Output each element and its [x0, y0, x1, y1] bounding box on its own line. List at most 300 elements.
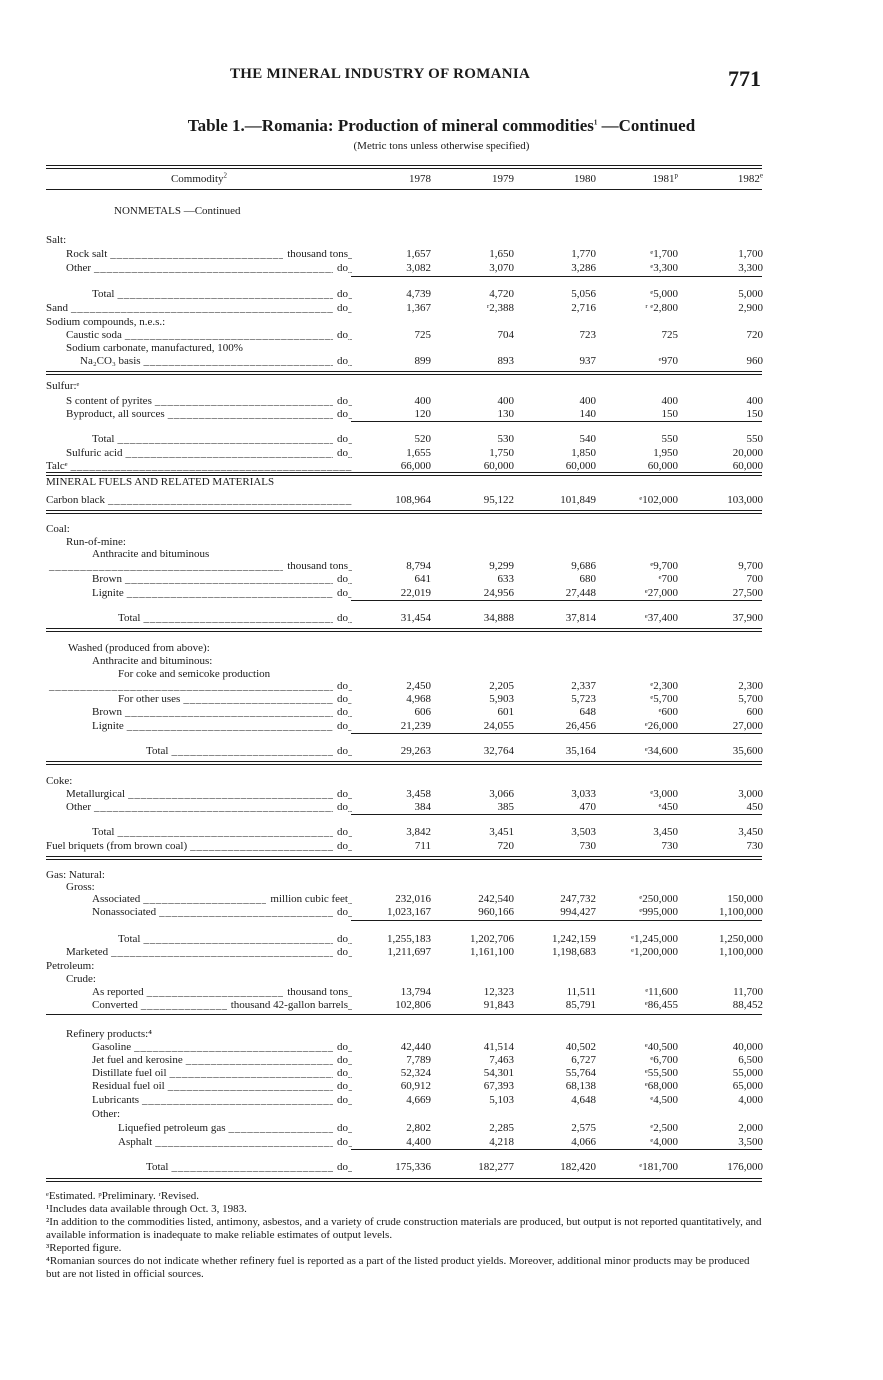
value-cell-1982: 176,000	[727, 1161, 763, 1173]
commodity-label: Anthracite and bituminous:	[92, 655, 213, 667]
value-cell-1978: 641	[414, 573, 431, 585]
table-row	[0, 693, 883, 706]
unit-label: do	[333, 329, 348, 342]
table-title	[0, 116, 883, 136]
value-cell-1982: 150,000	[727, 893, 763, 905]
value-cell-1980: 26,456	[565, 720, 596, 732]
header-top-rule-2	[46, 168, 762, 169]
value-cell-1981: ᵉ970	[658, 355, 678, 367]
unit-label: thousand tons	[283, 248, 348, 261]
commodity-label: Other _ _ _	[46, 262, 352, 275]
value-cell-1980: 60,000	[565, 460, 596, 472]
value-cell-1978: 711	[414, 840, 431, 852]
value-cell-1978: 520	[414, 433, 431, 445]
unit-label: million cubic feet	[266, 893, 348, 906]
column-header-1980	[516, 173, 596, 185]
table-row	[0, 433, 883, 446]
value-cell-1982: 11,700	[733, 986, 763, 998]
unit-label: do	[333, 612, 348, 625]
value-cell-1978: 21,239	[400, 720, 431, 732]
value-cell-1978: 1,255,183	[387, 933, 431, 945]
value-cell-1982: 88,452	[732, 999, 763, 1011]
commodity-label: Na₂CO₃ basis _ _ _	[46, 355, 352, 368]
unit-label: do	[333, 1161, 348, 1174]
value-cell-1982: 27,000	[732, 720, 763, 732]
value-cell-1980: 247,732	[560, 893, 596, 905]
value-cell-1979: 5,103	[489, 1094, 514, 1106]
table-row	[0, 560, 883, 573]
value-cell-1979: 601	[497, 706, 514, 718]
section-heading	[0, 475, 883, 489]
double-rule	[46, 631, 762, 632]
value-cell-1980: 4,648	[571, 1094, 596, 1106]
table-row	[0, 745, 883, 758]
unit-label: thousand tons	[283, 560, 348, 573]
value-cell-1981: ᵉ55,500	[644, 1067, 678, 1079]
value-cell-1978: 66,000	[400, 460, 431, 472]
value-cell-1980: 1,850	[571, 447, 596, 459]
unit-label: do	[333, 788, 348, 801]
value-cell-1981: ᵉ600	[658, 706, 678, 718]
unit-label: do	[333, 906, 348, 919]
year-sup: p	[674, 171, 678, 180]
total-rule	[351, 733, 762, 734]
commodity-label: Lignite _ _ _	[46, 587, 352, 600]
table-row	[0, 302, 883, 315]
value-cell-1981: ᵉ40,500	[644, 1041, 678, 1053]
commodity-label: Refinery products:⁴	[66, 1028, 153, 1040]
table-row	[0, 933, 883, 946]
value-cell-1981: 150	[661, 408, 678, 420]
value-cell-1982: 2,300	[738, 680, 763, 692]
value-cell-1981: ᵉ86,455	[644, 999, 678, 1011]
commodity-label: Brown _ _ _	[46, 706, 352, 719]
value-cell-1980: 1,770	[571, 248, 596, 260]
column-header-1981	[598, 173, 678, 185]
value-cell-1982: 55,000	[732, 1067, 763, 1079]
total-rule	[351, 600, 762, 601]
value-cell-1982: 730	[746, 840, 763, 852]
value-cell-1978: 2,450	[406, 680, 431, 692]
value-cell-1980: 937	[579, 355, 596, 367]
double-rule	[46, 764, 762, 765]
section-heading	[0, 204, 883, 218]
value-cell-1978: 13,794	[400, 986, 431, 998]
table-row	[0, 986, 883, 999]
value-cell-1978: 2,802	[406, 1122, 431, 1134]
value-cell-1978: 232,016	[395, 893, 431, 905]
value-cell-1980: 35,164	[565, 745, 596, 757]
value-cell-1978: 4,739	[406, 288, 431, 300]
value-cell-1980: 680	[579, 573, 596, 585]
value-cell-1980: 27,448	[565, 587, 596, 599]
unit-label: do	[333, 433, 348, 446]
value-cell-1978: 4,669	[406, 1094, 431, 1106]
value-cell-1981: ᵉ9,700	[650, 560, 678, 572]
unit-label: do	[333, 933, 348, 946]
total-rule	[351, 421, 762, 422]
value-cell-1981: ᵉ37,400	[644, 612, 678, 624]
value-cell-1978: 4,400	[406, 1136, 431, 1148]
value-cell-1981: ᵉ5,700	[650, 693, 678, 705]
commodity-label: Other:	[92, 1108, 121, 1120]
value-cell-1982: 3,450	[738, 826, 763, 838]
table-row	[0, 447, 883, 460]
value-cell-1981: ᵉ26,000	[644, 720, 678, 732]
value-cell-1979: 4,720	[489, 288, 514, 300]
year-label: 1978	[409, 173, 431, 185]
value-cell-1978: 42,440	[400, 1041, 431, 1053]
year-label: 1982	[737, 173, 760, 185]
value-cell-1981: ᵉ27,000	[644, 587, 678, 599]
value-cell-1979: 530	[497, 433, 514, 445]
value-cell-1979: 2,205	[489, 680, 514, 692]
value-cell-1981: ᵉ3,300	[650, 262, 678, 274]
value-cell-1979: 24,956	[483, 587, 514, 599]
unit-label: thousand tons	[283, 986, 348, 999]
value-cell-1980: 648	[579, 706, 596, 718]
value-cell-1978: 60,912	[400, 1080, 431, 1092]
commodity-label: Caustic soda _ _ _	[46, 329, 352, 342]
commodity-label: Run-of-mine:	[66, 536, 126, 548]
value-cell-1982: 960	[746, 355, 763, 367]
footnotes	[46, 1190, 766, 1281]
value-cell-1979: 1,650	[489, 248, 514, 260]
value-cell-1980: 540	[579, 433, 596, 445]
value-cell-1978: 8,794	[406, 560, 431, 572]
value-cell-1981: ᵉ11,600	[645, 986, 678, 998]
commodity-label: For coke and semicoke production	[118, 668, 271, 680]
value-cell-1982: 1,100,000	[719, 906, 763, 918]
value-cell-1978: 1,367	[406, 302, 431, 314]
value-cell-1982: 65,000	[732, 1080, 763, 1092]
value-cell-1981: ᵉ2,300	[650, 680, 678, 692]
value-cell-1978: 384	[414, 801, 431, 813]
value-cell-1982: 3,000	[738, 788, 763, 800]
commodity-label: Petroleum:	[46, 960, 95, 972]
column-header-1982	[683, 173, 763, 185]
value-cell-1979: 12,323	[483, 986, 514, 998]
value-cell-1981: ᵉ4,000	[650, 1136, 678, 1148]
value-cell-1980: 37,814	[565, 612, 596, 624]
unit-label: do	[333, 408, 348, 421]
footnote-symbols: ᵉEstimated. ᵖPreliminary. ʳRevised.	[46, 1190, 200, 1202]
value-cell-1982: 6,500	[738, 1054, 763, 1066]
commodity-label: Associated _ _ _	[46, 893, 352, 906]
commodity-label: Talcᵉ _ _ _	[46, 460, 352, 473]
value-cell-1978: 175,336	[395, 1161, 431, 1173]
value-cell-1980: 9,686	[571, 560, 596, 572]
value-cell-1981: 1,950	[653, 447, 678, 459]
value-cell-1979: 182,277	[478, 1161, 514, 1173]
value-cell-1981: ᵉ68,000	[644, 1080, 678, 1092]
double-rule	[46, 1178, 762, 1179]
value-cell-1982: 37,900	[732, 612, 763, 624]
value-cell-1979: 2,285	[489, 1122, 514, 1134]
value-cell-1982: 3,500	[738, 1136, 763, 1148]
value-cell-1980: 11,511	[566, 986, 596, 998]
commodity-label: Gross:	[66, 881, 95, 893]
table-row	[0, 1136, 883, 1149]
category-label-row	[0, 1108, 883, 1121]
unit-label: do	[333, 680, 348, 693]
value-cell-1980: 182,420	[560, 1161, 596, 1173]
value-cell-1978: 102,806	[395, 999, 431, 1011]
value-cell-1979: 893	[497, 355, 514, 367]
double-rule	[46, 856, 762, 857]
table-title-text: Table 1.—Romania: Production of mineral commodities	[187, 116, 594, 135]
value-cell-1978: 3,082	[406, 262, 431, 274]
value-cell-1981: ᵉ34,600	[644, 745, 678, 757]
column-header-commodity	[46, 173, 352, 185]
value-cell-1982: 9,700	[738, 560, 763, 572]
commodity-label: Anthracite and bituminous	[92, 548, 210, 560]
value-cell-1980: 1,198,683	[552, 946, 596, 958]
value-cell-1979: 385	[497, 801, 514, 813]
value-cell-1978: 52,324	[400, 1067, 431, 1079]
running-title: THE MINERAL INDUSTRY OF ROMANIA	[230, 66, 531, 82]
value-cell-1978: 7,789	[406, 1054, 431, 1066]
value-cell-1979: 400	[497, 395, 514, 407]
value-cell-1978: 120	[414, 408, 431, 420]
value-cell-1978: 1,657	[406, 248, 431, 260]
value-cell-1981: ᵉ2,500	[650, 1122, 678, 1134]
value-cell-1979: 54,301	[483, 1067, 514, 1079]
value-cell-1979: 242,540	[478, 893, 514, 905]
value-cell-1981: ᵉ3,000	[650, 788, 678, 800]
commodity-label: Nonassociated _ _ _	[46, 906, 352, 919]
value-cell-1979: 130	[497, 408, 514, 420]
commodity-label: Sulfur:ᵉ	[46, 380, 80, 392]
table-row	[0, 494, 883, 507]
unit-label: do	[333, 587, 348, 600]
unit-label: do	[333, 1041, 348, 1054]
value-cell-1982: 700	[746, 573, 763, 585]
value-cell-1979: 1,161,100	[470, 946, 514, 958]
value-cell-1978: 1,023,167	[387, 906, 431, 918]
value-cell-1978: 29,263	[400, 745, 431, 757]
value-cell-1980: 68,138	[565, 1080, 596, 1092]
table-row	[0, 1122, 883, 1135]
commodity-label: Total _ _ _	[46, 1161, 352, 1174]
unit-label: do	[333, 395, 348, 408]
table-row	[0, 826, 883, 839]
value-cell-1979: 5,903	[489, 693, 514, 705]
value-cell-1980: 6,727	[571, 1054, 596, 1066]
table-row	[0, 706, 883, 719]
value-cell-1978: 1,211,697	[387, 946, 431, 958]
total-rule	[351, 276, 762, 277]
table-row	[0, 788, 883, 801]
value-cell-1979: 34,888	[483, 612, 514, 624]
category-label-row	[0, 642, 883, 655]
table-row	[0, 587, 883, 600]
value-cell-1980: 40,502	[565, 1041, 596, 1053]
double-rule	[46, 628, 762, 629]
footnote-4: ⁴Romanian sources do not indicate whether refinery fuel is reported as a part of the listed product yields. Moreover, additional minor products may be produced but are not listed in official sources.	[46, 1255, 750, 1280]
commodity-label: Fuel briquets (from brown coal) _ _ _	[46, 840, 352, 853]
unit-label: do	[333, 706, 348, 719]
commodity-label: Marketed _ _ _	[46, 946, 352, 959]
value-cell-1978: 22,019	[400, 587, 431, 599]
value-cell-1982: 600	[746, 706, 763, 718]
category-label-row	[0, 234, 883, 247]
value-cell-1981: 550	[661, 433, 678, 445]
commodity-label: Asphalt _ _ _	[46, 1136, 352, 1149]
commodity-label: Total _ _ _	[46, 826, 352, 839]
value-cell-1980: 470	[579, 801, 596, 813]
value-cell-1978: 400	[414, 395, 431, 407]
value-cell-1982: 2,900	[738, 302, 763, 314]
commodity-label: Residual fuel oil _ _ _	[46, 1080, 352, 1093]
value-cell-1979: 1,202,706	[470, 933, 514, 945]
value-cell-1981: 730	[661, 840, 678, 852]
commodity-label: S content of pyrites _ _ _	[46, 395, 352, 408]
commodity-label: Sand _ _ _	[46, 302, 352, 315]
table-row	[0, 720, 883, 733]
table-row	[0, 612, 883, 625]
category-label-row	[0, 1028, 883, 1041]
commodity-label	[46, 680, 352, 693]
category-label-row	[0, 342, 883, 355]
commodity-label: Converted _ _ _	[46, 999, 352, 1012]
header-bottom-rule	[46, 189, 762, 190]
table-row	[0, 893, 883, 906]
unit-label: do	[333, 801, 348, 814]
value-cell-1979: 7,463	[489, 1054, 514, 1066]
value-cell-1979: 704	[497, 329, 514, 341]
table-row	[0, 1080, 883, 1093]
commodity-label: Lignite _ _ _	[46, 720, 352, 733]
commodity-label: Salt:	[46, 234, 67, 246]
unit-label: do	[333, 1136, 348, 1149]
value-cell-1978: 3,458	[406, 788, 431, 800]
header-top-rule	[46, 165, 762, 166]
category-label-row	[0, 960, 883, 973]
value-cell-1980: 994,427	[560, 906, 596, 918]
commodity-label: Rock salt _ _ _	[46, 248, 352, 261]
value-cell-1978: 899	[414, 355, 431, 367]
value-cell-1982: 2,000	[738, 1122, 763, 1134]
table-row	[0, 1161, 883, 1174]
unit-label: do	[333, 447, 348, 460]
value-cell-1980: 3,503	[571, 826, 596, 838]
value-cell-1982: 3,300	[738, 262, 763, 274]
value-cell-1979: 60,000	[483, 460, 514, 472]
value-cell-1979: 9,299	[489, 560, 514, 572]
value-cell-1982: 4,000	[738, 1094, 763, 1106]
value-cell-1978: 31,454	[400, 612, 431, 624]
footnote-3: ³Reported figure.	[46, 1242, 122, 1254]
value-cell-1980: 1,242,159	[552, 933, 596, 945]
commodity-label: As reported _ _ _	[46, 986, 352, 999]
unit-label: thousand 42-gallon barrels	[227, 999, 348, 1012]
table-row	[0, 946, 883, 959]
value-cell-1979: 95,122	[483, 494, 514, 506]
value-cell-1980: 3,286	[571, 262, 596, 274]
value-cell-1979: 3,070	[489, 262, 514, 274]
value-cell-1980: 2,575	[571, 1122, 596, 1134]
table-row	[0, 248, 883, 261]
year-label: 1979	[492, 173, 514, 185]
double-rule	[46, 374, 762, 375]
value-cell-1979: 633	[497, 573, 514, 585]
value-cell-1978: 108,964	[395, 494, 431, 506]
commodity-label: Coal:	[46, 523, 70, 535]
value-cell-1980: 2,337	[571, 680, 596, 692]
commodity-label: Gasoline _ _ _	[46, 1041, 352, 1054]
category-label-row	[0, 523, 883, 536]
total-rule	[351, 920, 762, 921]
value-cell-1982: 35,600	[732, 745, 763, 757]
table-row	[0, 1067, 883, 1080]
value-cell-1979: 1,750	[489, 447, 514, 459]
category-label-row	[0, 973, 883, 986]
commodity-label: Distillate fuel oil _ _ _	[46, 1067, 352, 1080]
commodity-label: Total _ _ _	[46, 288, 352, 301]
value-cell-1981: 400	[661, 395, 678, 407]
unit-label: do	[333, 1122, 348, 1135]
value-cell-1979: 3,066	[489, 788, 514, 800]
unit-label: do	[333, 573, 348, 586]
commodity-label: Total _ _ _	[46, 933, 352, 946]
commodity-label: Brown _ _ _	[46, 573, 352, 586]
value-cell-1980: 101,849	[560, 494, 596, 506]
table-row	[0, 288, 883, 301]
category-label-row	[0, 655, 883, 668]
value-cell-1979: 32,764	[483, 745, 514, 757]
value-cell-1978: 725	[414, 329, 431, 341]
value-cell-1981: ᵉ4,500	[650, 1094, 678, 1106]
value-cell-1982: 5,700	[738, 693, 763, 705]
year-label: 1981	[652, 173, 675, 185]
value-cell-1982: 5,000	[738, 288, 763, 300]
commodity-label: Sodium compounds, n.e.s.:	[46, 316, 166, 328]
value-cell-1981: ᵉ250,000	[639, 893, 678, 905]
value-cell-1979: 4,218	[489, 1136, 514, 1148]
commodity-label: Total _ _ _	[46, 433, 352, 446]
value-cell-1979: 67,393	[483, 1080, 514, 1092]
table-title-sup: 1	[593, 118, 598, 127]
table-row	[0, 1041, 883, 1054]
table-row	[0, 906, 883, 919]
commodity-label: Jet fuel and kerosine _ _ _	[46, 1054, 352, 1067]
value-cell-1982: 20,000	[732, 447, 763, 459]
value-cell-1981: ᵉ181,700	[639, 1161, 678, 1173]
unit-label: do	[333, 1054, 348, 1067]
value-cell-1982: 720	[746, 329, 763, 341]
value-cell-1982: 103,000	[727, 494, 763, 506]
double-rule	[46, 761, 762, 762]
value-cell-1981: ᵉ450	[658, 801, 678, 813]
double-rule	[46, 371, 762, 372]
value-cell-1981: 3,450	[653, 826, 678, 838]
commodity-label: Total _ _ _	[46, 745, 352, 758]
table-row	[0, 355, 883, 368]
commodity-label: Carbon black _ _ _	[46, 494, 352, 507]
value-cell-1981: ᵉ1,245,000	[631, 933, 678, 945]
commodity-label: Lubricants _ _ _	[46, 1094, 352, 1107]
commodity-label: Crude:	[66, 973, 96, 985]
value-cell-1979: 960,166	[478, 906, 514, 918]
unit-label: do	[333, 693, 348, 706]
value-cell-1982: 450	[746, 801, 763, 813]
value-cell-1981: 60,000	[647, 460, 678, 472]
table-row	[0, 680, 883, 693]
value-cell-1980: 723	[579, 329, 596, 341]
value-cell-1982: 27,500	[732, 587, 763, 599]
table-row	[0, 1094, 883, 1107]
